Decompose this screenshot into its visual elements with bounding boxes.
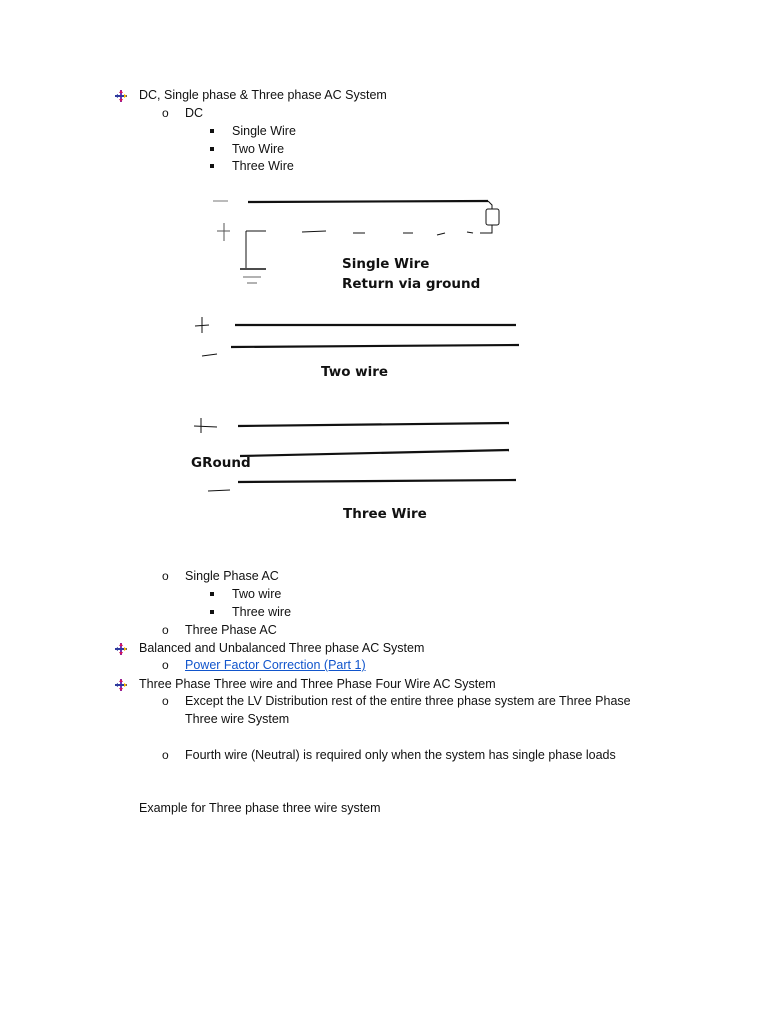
fourth-wire-text: Fourth wire (Neutral) is required only when the system has single phase loads bbox=[185, 748, 616, 762]
two-wire-label: Two wire bbox=[321, 364, 389, 380]
list-item-dc: DC bbox=[185, 106, 204, 120]
example-caption: Example for Three phase three wire system bbox=[139, 801, 381, 815]
return-via-ground-label: Return via ground bbox=[342, 276, 481, 292]
circle-bullet-icon: o bbox=[162, 623, 169, 637]
list-item-sp-two-wire: Two wire bbox=[232, 587, 282, 601]
square-bullet-icon bbox=[210, 592, 214, 596]
single-wire-label: Single Wire bbox=[342, 256, 430, 272]
arrow-bullet-icon bbox=[115, 643, 127, 655]
list-item-two-wire: Two Wire bbox=[232, 142, 285, 156]
heading-balanced-unbalanced: Balanced and Unbalanced Three phase AC System bbox=[139, 641, 425, 655]
arrow-bullet-icon bbox=[115, 679, 127, 691]
circle-bullet-icon: o bbox=[162, 748, 169, 762]
arrow-bullet-icon bbox=[115, 90, 127, 102]
square-bullet-icon bbox=[210, 164, 214, 168]
circle-bullet-icon: o bbox=[162, 658, 169, 672]
square-bullet-icon bbox=[210, 129, 214, 133]
list-item-single-phase-ac: Single Phase AC bbox=[185, 569, 279, 583]
three-wire-label: Three Wire bbox=[343, 506, 427, 522]
circle-bullet-icon: o bbox=[162, 106, 169, 120]
dc-wiring-figure bbox=[180, 185, 530, 530]
power-factor-correction-link[interactable]: Power Factor Correction (Part 1) bbox=[185, 658, 366, 672]
heading-three-phase-wire-systems: Three Phase Three wire and Three Phase Four Wire AC System bbox=[139, 677, 496, 691]
list-item-three-phase-ac: Three Phase AC bbox=[185, 623, 277, 637]
list-item-sp-three-wire: Three wire bbox=[232, 605, 292, 619]
list-item-three-wire: Three Wire bbox=[232, 159, 294, 173]
except-lv-text-line2: Three wire System bbox=[185, 712, 290, 726]
except-lv-text-line1: Except the LV Distribution rest of the entire three phase system are Three Phase bbox=[185, 694, 631, 708]
circle-bullet-icon: o bbox=[162, 694, 169, 708]
circle-bullet-icon: o bbox=[162, 569, 169, 583]
square-bullet-icon bbox=[210, 610, 214, 614]
ground-label: GRound bbox=[191, 455, 251, 471]
heading-dc-single-three-phase: DC, Single phase & Three phase AC System bbox=[139, 88, 387, 102]
square-bullet-icon bbox=[210, 147, 214, 151]
list-item-single-wire: Single Wire bbox=[232, 124, 296, 138]
